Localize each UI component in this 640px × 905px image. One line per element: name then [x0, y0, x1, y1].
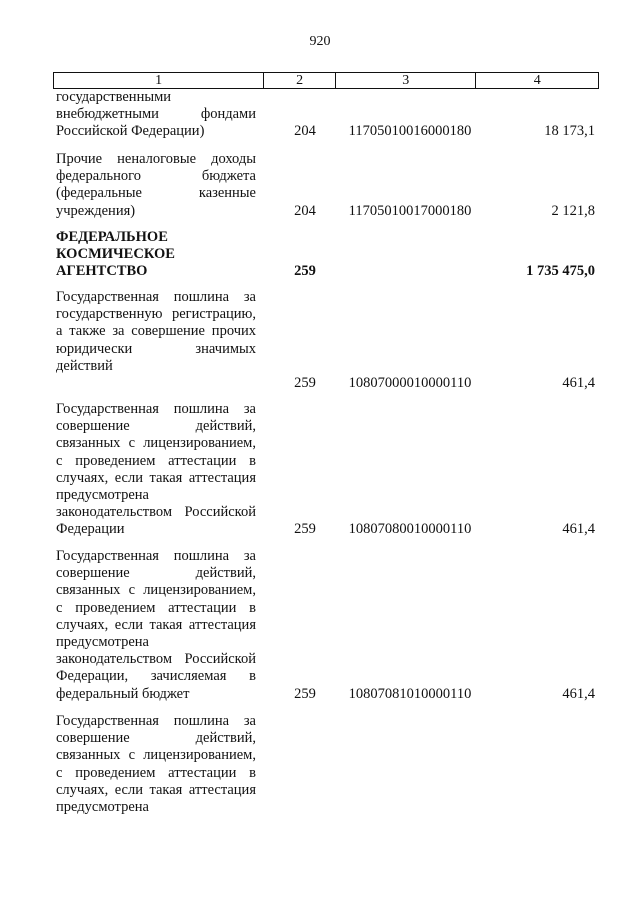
row-admin-code: 259 [294, 375, 316, 391]
row-admin-code: 259 [294, 686, 316, 702]
row-amount: 461,4 [562, 686, 595, 702]
header-col-1: 1 [54, 73, 264, 88]
row-name: Государственная пошлина за совершение действий, связанных с лицензированием, с проведением аттестации в случаях, если такая аттестация предусмотрена законодательством Российской Федерации, зачисляемая в федеральный бюджет [56, 548, 256, 702]
row-budget-code: 11705010016000180 [348, 123, 472, 139]
row-admin-code: 259 [294, 521, 316, 537]
row-name: Государственная пошлина за совершение действий, связанных с лицензированием, с проведением аттестации в случаях, если такая аттестация предусмотрена законодательством Российской Федерации [56, 401, 256, 538]
row-name: Прочие неналоговые доходы федерального бюджета (федеральные казенные учреждения) [56, 151, 256, 219]
table-header [53, 72, 599, 89]
agency-heading: ФЕДЕРАЛЬНОЕ КОСМИЧЕСКОЕ АГЕНТСТВО [56, 229, 175, 280]
header-col-2: 2 [264, 73, 336, 88]
row-budget-code: 10807081010000110 [348, 686, 472, 702]
row-budget-code: 10807080010000110 [348, 521, 472, 537]
row-name: Государственная пошлина за совершение действий, связанных с лицензированием, с проведением аттестации в случаях, если такая аттестация предусмотрена [56, 713, 256, 816]
header-col-4: 4 [533, 73, 541, 88]
row-admin-code: 204 [294, 203, 316, 219]
row-name: Государственная пошлина за государственную регистрацию, а также за совершение прочих юридически значимых действий [56, 289, 256, 374]
row-name: государственными внебюджетными фондами Российской Федерации) [56, 89, 256, 140]
row-budget-code: 11705010017000180 [348, 203, 472, 219]
row-amount: 461,4 [562, 521, 595, 537]
row-budget-code: 10807000010000110 [348, 375, 472, 391]
row-amount: 18 173,1 [544, 123, 595, 139]
row-amount: 2 121,8 [551, 203, 595, 219]
row-amount: 1 735 475,0 [526, 263, 595, 279]
row-admin-code: 204 [294, 123, 316, 139]
header-col-3: 3 [336, 73, 476, 88]
page-number: 920 [309, 34, 331, 49]
row-admin-code: 259 [294, 263, 316, 279]
row-amount: 461,4 [562, 375, 595, 391]
